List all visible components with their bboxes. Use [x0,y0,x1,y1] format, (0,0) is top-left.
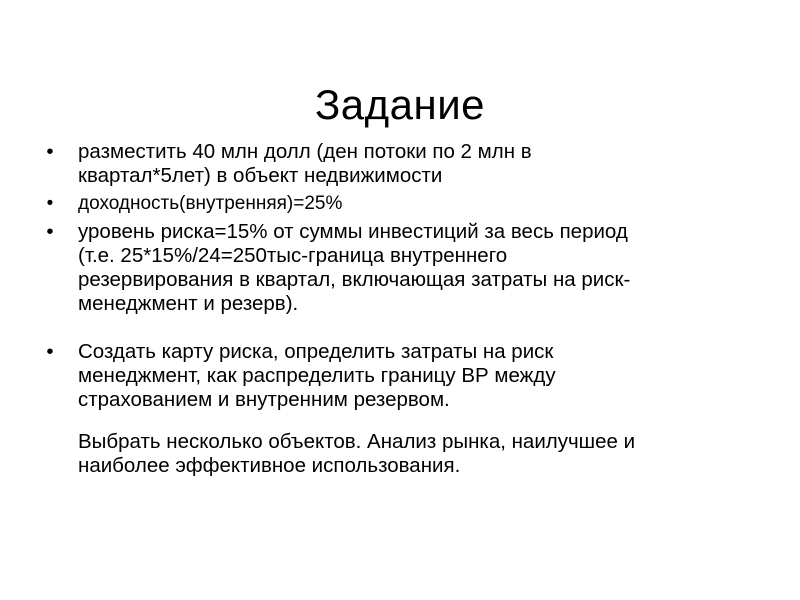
bullet-text-line: уровень риска=15% от суммы инвестиций за весь период [78,220,628,243]
bullet-item-placement [40,140,770,188]
bullet-text-line: разместить 40 млн долл (ден потоки по 2 млн в [78,140,532,163]
bullet-dot: • [46,140,54,163]
continuation-paragraph [40,430,770,478]
bullet-list [40,140,770,478]
slide-title: Задание [314,81,486,129]
bullet-dot: • [46,220,54,243]
bullet-text-line: менеджмент, как распределить границу ВР между [78,364,556,387]
bullet-item-risk-level [40,220,770,316]
bullet-text-line: менеджмент и резерв). [78,292,299,315]
bullet-text-line: резервирования в квартал, включающая затраты на риск- [78,268,631,291]
bullet-text-line: страхованием и внутренним резервом. [78,388,450,411]
bullet-dot: • [46,193,54,214]
bullet-item-yield [40,192,770,216]
paragraph-text-line: Выбрать несколько объектов. Анализ рынка, наилучшее и [78,430,636,453]
bullet-item-risk-map [40,340,770,412]
bullet-dot: • [46,340,54,363]
bullet-text-line: квартал*5лет) в объект недвижимости [78,164,443,187]
paragraph-text-line: наиболее эффективное использования. [78,454,461,477]
bullet-text-line: Создать карту риска, определить затраты на риск [78,340,554,363]
bullet-text-line: доходность(внутренняя)=25% [78,193,343,214]
bullet-text-line: (т.е. 25*15%/24=250тыс-граница внутреннего [78,244,508,267]
